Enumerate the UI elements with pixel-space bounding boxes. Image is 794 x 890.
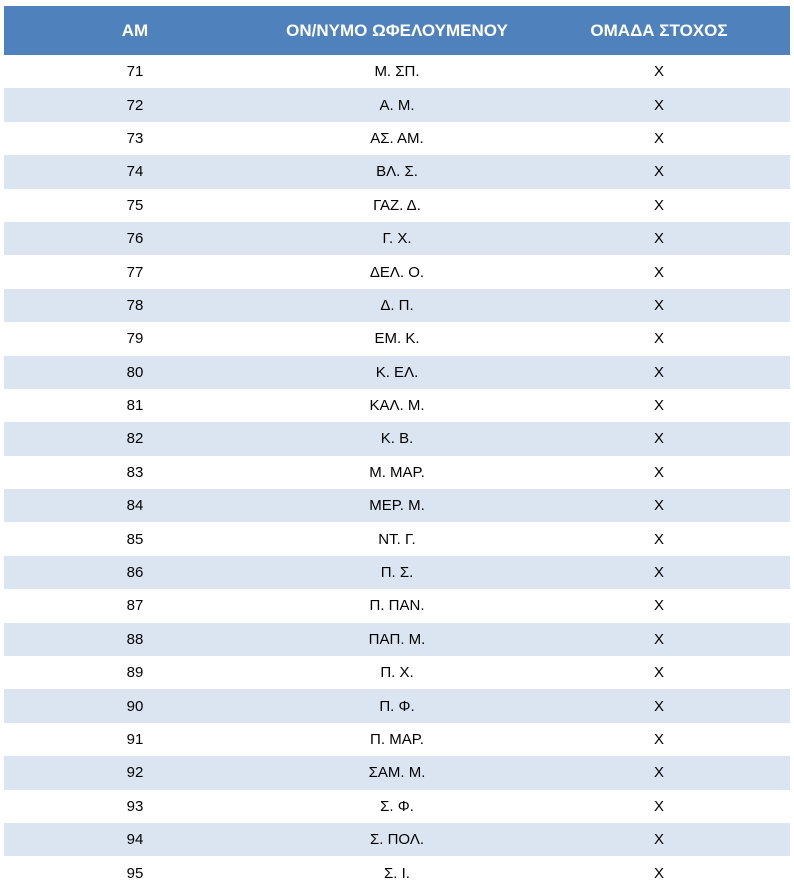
table-row [4, 823, 790, 856]
cell-am: 84 [4, 489, 266, 522]
table-row [4, 88, 790, 121]
cell-target-group: Χ [528, 189, 790, 222]
table-row [4, 389, 790, 422]
cell-beneficiary-name: Π. Σ. [266, 556, 528, 589]
cell-beneficiary-name: Π. ΠΑΝ. [266, 589, 528, 622]
table-row [4, 189, 790, 222]
cell-am: 71 [4, 55, 266, 88]
cell-target-group: Χ [528, 255, 790, 288]
cell-target-group: Χ [528, 88, 790, 121]
cell-target-group: Χ [528, 790, 790, 823]
table-row [4, 289, 790, 322]
table-row [4, 589, 790, 622]
cell-target-group: Χ [528, 656, 790, 689]
cell-am: 72 [4, 88, 266, 121]
cell-target-group: Χ [528, 856, 790, 889]
table-row [4, 456, 790, 489]
cell-beneficiary-name: Κ. ΕΛ. [266, 356, 528, 389]
cell-am: 87 [4, 589, 266, 622]
table-row [4, 856, 790, 889]
cell-am: 85 [4, 522, 266, 555]
cell-am: 81 [4, 389, 266, 422]
table-row [4, 522, 790, 555]
cell-target-group: Χ [528, 522, 790, 555]
cell-target-group: Χ [528, 422, 790, 455]
cell-target-group: Χ [528, 823, 790, 856]
cell-target-group: Χ [528, 289, 790, 322]
table-row [4, 55, 790, 88]
cell-am: 94 [4, 823, 266, 856]
table-row [4, 155, 790, 188]
header-row [4, 6, 790, 55]
cell-beneficiary-name: Μ. ΜΑΡ. [266, 456, 528, 489]
cell-target-group: Χ [528, 623, 790, 656]
cell-beneficiary-name: Α. Μ. [266, 88, 528, 121]
cell-am: 88 [4, 623, 266, 656]
cell-target-group: Χ [528, 689, 790, 722]
table-row [4, 222, 790, 255]
table-row [4, 322, 790, 355]
cell-beneficiary-name: Π. ΜΑΡ. [266, 723, 528, 756]
cell-beneficiary-name: ΔΕΛ. Ο. [266, 255, 528, 288]
cell-target-group: Χ [528, 456, 790, 489]
table-row [4, 656, 790, 689]
beneficiaries-table-container [4, 6, 790, 890]
header-beneficiary-name: ΟΝ/ΝΥΜΟ ΩΦΕΛΟΥΜΕΝΟΥ [266, 6, 528, 55]
cell-target-group: Χ [528, 55, 790, 88]
table-row [4, 723, 790, 756]
cell-am: 75 [4, 189, 266, 222]
cell-am: 86 [4, 556, 266, 589]
cell-beneficiary-name: Γ. Χ. [266, 222, 528, 255]
cell-am: 83 [4, 456, 266, 489]
cell-target-group: Χ [528, 122, 790, 155]
cell-am: 78 [4, 289, 266, 322]
cell-beneficiary-name: Κ. Β. [266, 422, 528, 455]
cell-beneficiary-name: ΝΤ. Γ. [266, 522, 528, 555]
cell-target-group: Χ [528, 322, 790, 355]
cell-am: 80 [4, 356, 266, 389]
table-row [4, 122, 790, 155]
cell-beneficiary-name: Π. Φ. [266, 689, 528, 722]
cell-beneficiary-name: ΣΑΜ. Μ. [266, 756, 528, 789]
table-row [4, 422, 790, 455]
cell-am: 91 [4, 723, 266, 756]
cell-target-group: Χ [528, 589, 790, 622]
cell-beneficiary-name: ΜΕΡ. Μ. [266, 489, 528, 522]
cell-beneficiary-name: ΕΜ. Κ. [266, 322, 528, 355]
cell-am: 77 [4, 255, 266, 288]
table-row [4, 689, 790, 722]
table-row [4, 556, 790, 589]
cell-target-group: Χ [528, 155, 790, 188]
beneficiaries-table [4, 6, 790, 890]
cell-beneficiary-name: ΒΛ. Σ. [266, 155, 528, 188]
table-row [4, 489, 790, 522]
table-row [4, 255, 790, 288]
cell-beneficiary-name: Σ. Φ. [266, 790, 528, 823]
cell-target-group: Χ [528, 222, 790, 255]
table-row [4, 790, 790, 823]
header-am: AM [4, 6, 266, 55]
cell-am: 76 [4, 222, 266, 255]
cell-beneficiary-name: Π. Χ. [266, 656, 528, 689]
cell-am: 73 [4, 122, 266, 155]
table-body [4, 55, 790, 890]
cell-target-group: Χ [528, 756, 790, 789]
cell-beneficiary-name: ΓΑΖ. Δ. [266, 189, 528, 222]
cell-beneficiary-name: ΚΑΛ. Μ. [266, 389, 528, 422]
table-row [4, 623, 790, 656]
cell-am: 92 [4, 756, 266, 789]
cell-am: 82 [4, 422, 266, 455]
table-row [4, 756, 790, 789]
cell-target-group: Χ [528, 489, 790, 522]
cell-am: 89 [4, 656, 266, 689]
cell-beneficiary-name: ΑΣ. ΑΜ. [266, 122, 528, 155]
cell-target-group: Χ [528, 723, 790, 756]
cell-target-group: Χ [528, 556, 790, 589]
table-row [4, 356, 790, 389]
cell-beneficiary-name: Σ. Ι. [266, 856, 528, 889]
cell-beneficiary-name: Δ. Π. [266, 289, 528, 322]
cell-beneficiary-name: Μ. ΣΠ. [266, 55, 528, 88]
cell-beneficiary-name: ΠΑΠ. Μ. [266, 623, 528, 656]
cell-am: 95 [4, 856, 266, 889]
cell-target-group: Χ [528, 389, 790, 422]
cell-am: 90 [4, 689, 266, 722]
cell-am: 93 [4, 790, 266, 823]
cell-am: 74 [4, 155, 266, 188]
table-header [4, 6, 790, 55]
cell-target-group: Χ [528, 356, 790, 389]
cell-beneficiary-name: Σ. ΠΟΛ. [266, 823, 528, 856]
cell-am: 79 [4, 322, 266, 355]
header-target-group: ΟΜΑΔΑ ΣΤΟΧΟΣ [528, 6, 790, 55]
